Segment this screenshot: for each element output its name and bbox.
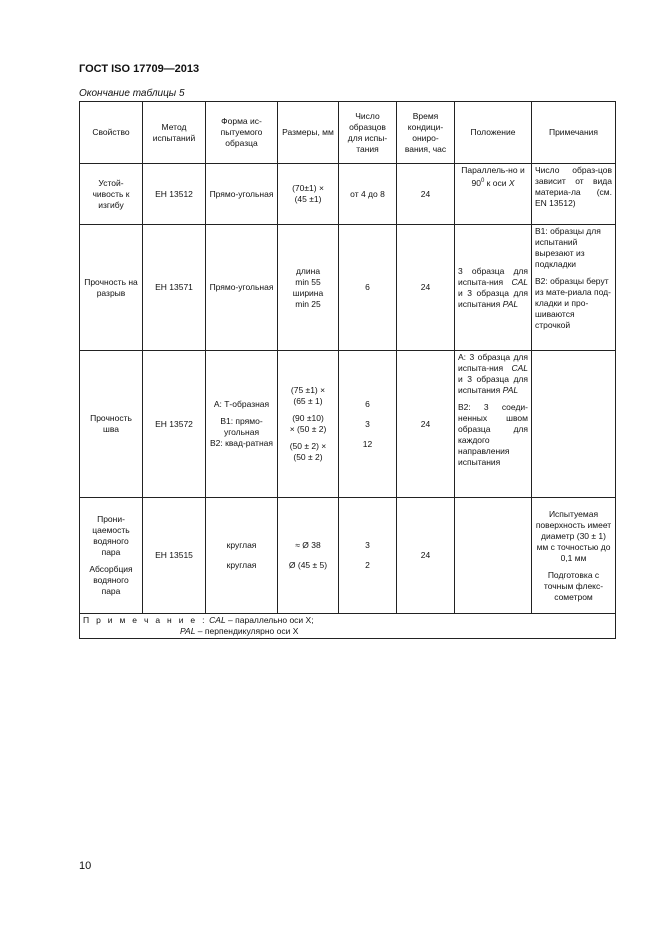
cell-time: 24 (397, 498, 455, 614)
cell-property: Прони-цаемость водяного пара Абсорбция водяного пара (80, 498, 143, 614)
cell-notes: Испытуемая поверхность имеет диаметр (30 ± 1) мм с точностью до 0,1 мм Подготовка с точным флекс-сометром (532, 498, 616, 614)
cell-size (278, 164, 339, 225)
cell-method: ЕН 13571 (143, 225, 206, 351)
column-header: Время кондици-ониро-вания, час (397, 102, 455, 164)
data-table (79, 101, 616, 639)
column-header: Примечания (532, 102, 616, 164)
cell-shape: А: Т-образная В1: прямо-угольная В2: квад-ратная (206, 351, 278, 498)
cell-count: 6 (339, 225, 397, 351)
column-header: Свойство (80, 102, 143, 164)
table-caption: Окончание таблицы 5 (79, 88, 185, 99)
cell-method: ЕН 13572 (143, 351, 206, 498)
cell-position (455, 498, 532, 614)
cell-count: 6 3 12 (339, 351, 397, 498)
column-header: Размеры, мм (278, 102, 339, 164)
cell-position: 3 образца для испыта-ния CAL и 3 образца для испытания PAL (455, 225, 532, 351)
cell-notes: В1: образцы для испытаний вырезают из подкладки В2: образцы берут из мате-риала под-кладки и про-шиваются строчкой (532, 225, 616, 351)
table-row (80, 351, 616, 498)
cell-count: от 4 до 8 (339, 164, 397, 225)
cell-size: ≈ Ø 38 Ø (45 ± 5) (278, 498, 339, 614)
column-header: Число образцов для испы-тания (339, 102, 397, 164)
cell-time: 24 (397, 164, 455, 225)
column-header: Положение (455, 102, 532, 164)
cell-property: Прочность шва (80, 351, 143, 498)
cell-shape: Прямо-угольная (206, 225, 278, 351)
column-header: Метод испытаний (143, 102, 206, 164)
table-note: П р и м е ч а н и е : CAL – параллельно оси X; PAL – перпендикулярно оси X (80, 614, 616, 639)
cell-shape: круглая круглая (206, 498, 278, 614)
size-line: (70±1) × (292, 183, 324, 193)
cell-size: длина min 55 ширина min 25 (278, 225, 339, 351)
table-row (80, 164, 616, 225)
table-header-row (80, 102, 616, 164)
cell-size: (75 ±1) × (65 ± 1) (90 ±10) × (50 ± 2) (50 ± 2) × (50 ± 2) (278, 351, 339, 498)
cell-property: Прочность на разрыв (80, 225, 143, 351)
table-row (80, 498, 616, 614)
page-number: 10 (79, 860, 92, 872)
cell-notes (532, 351, 616, 498)
cell-time: 24 (397, 225, 455, 351)
table-note-row (80, 614, 616, 639)
cell-time: 24 (397, 351, 455, 498)
cell-position: Параллель-но и $90^0$ к оси X (455, 164, 532, 225)
cell-method: ЕН 13512 (143, 164, 206, 225)
cell-count: 3 2 (339, 498, 397, 614)
cell-position: А: 3 образца для испыта-ния CAL и 3 образца для испытания PAL В2: 3 соеди-ненных швом образца для каждого направления испытания (455, 351, 532, 498)
cell-notes: Число образ-цов зависит от вида материа-ла (см. EN 13512) (532, 164, 616, 225)
column-header: Форма ис-пытуемого образца (206, 102, 278, 164)
size-line: (45 ±1) (294, 194, 322, 204)
cell-shape: Прямо-угольная (206, 164, 278, 225)
cell-method: ЕН 13515 (143, 498, 206, 614)
table-row (80, 225, 616, 351)
cell-property: Устой-чивость к изгибу (80, 164, 143, 225)
document-title: ГОСТ ISO 17709—2013 (79, 63, 200, 75)
